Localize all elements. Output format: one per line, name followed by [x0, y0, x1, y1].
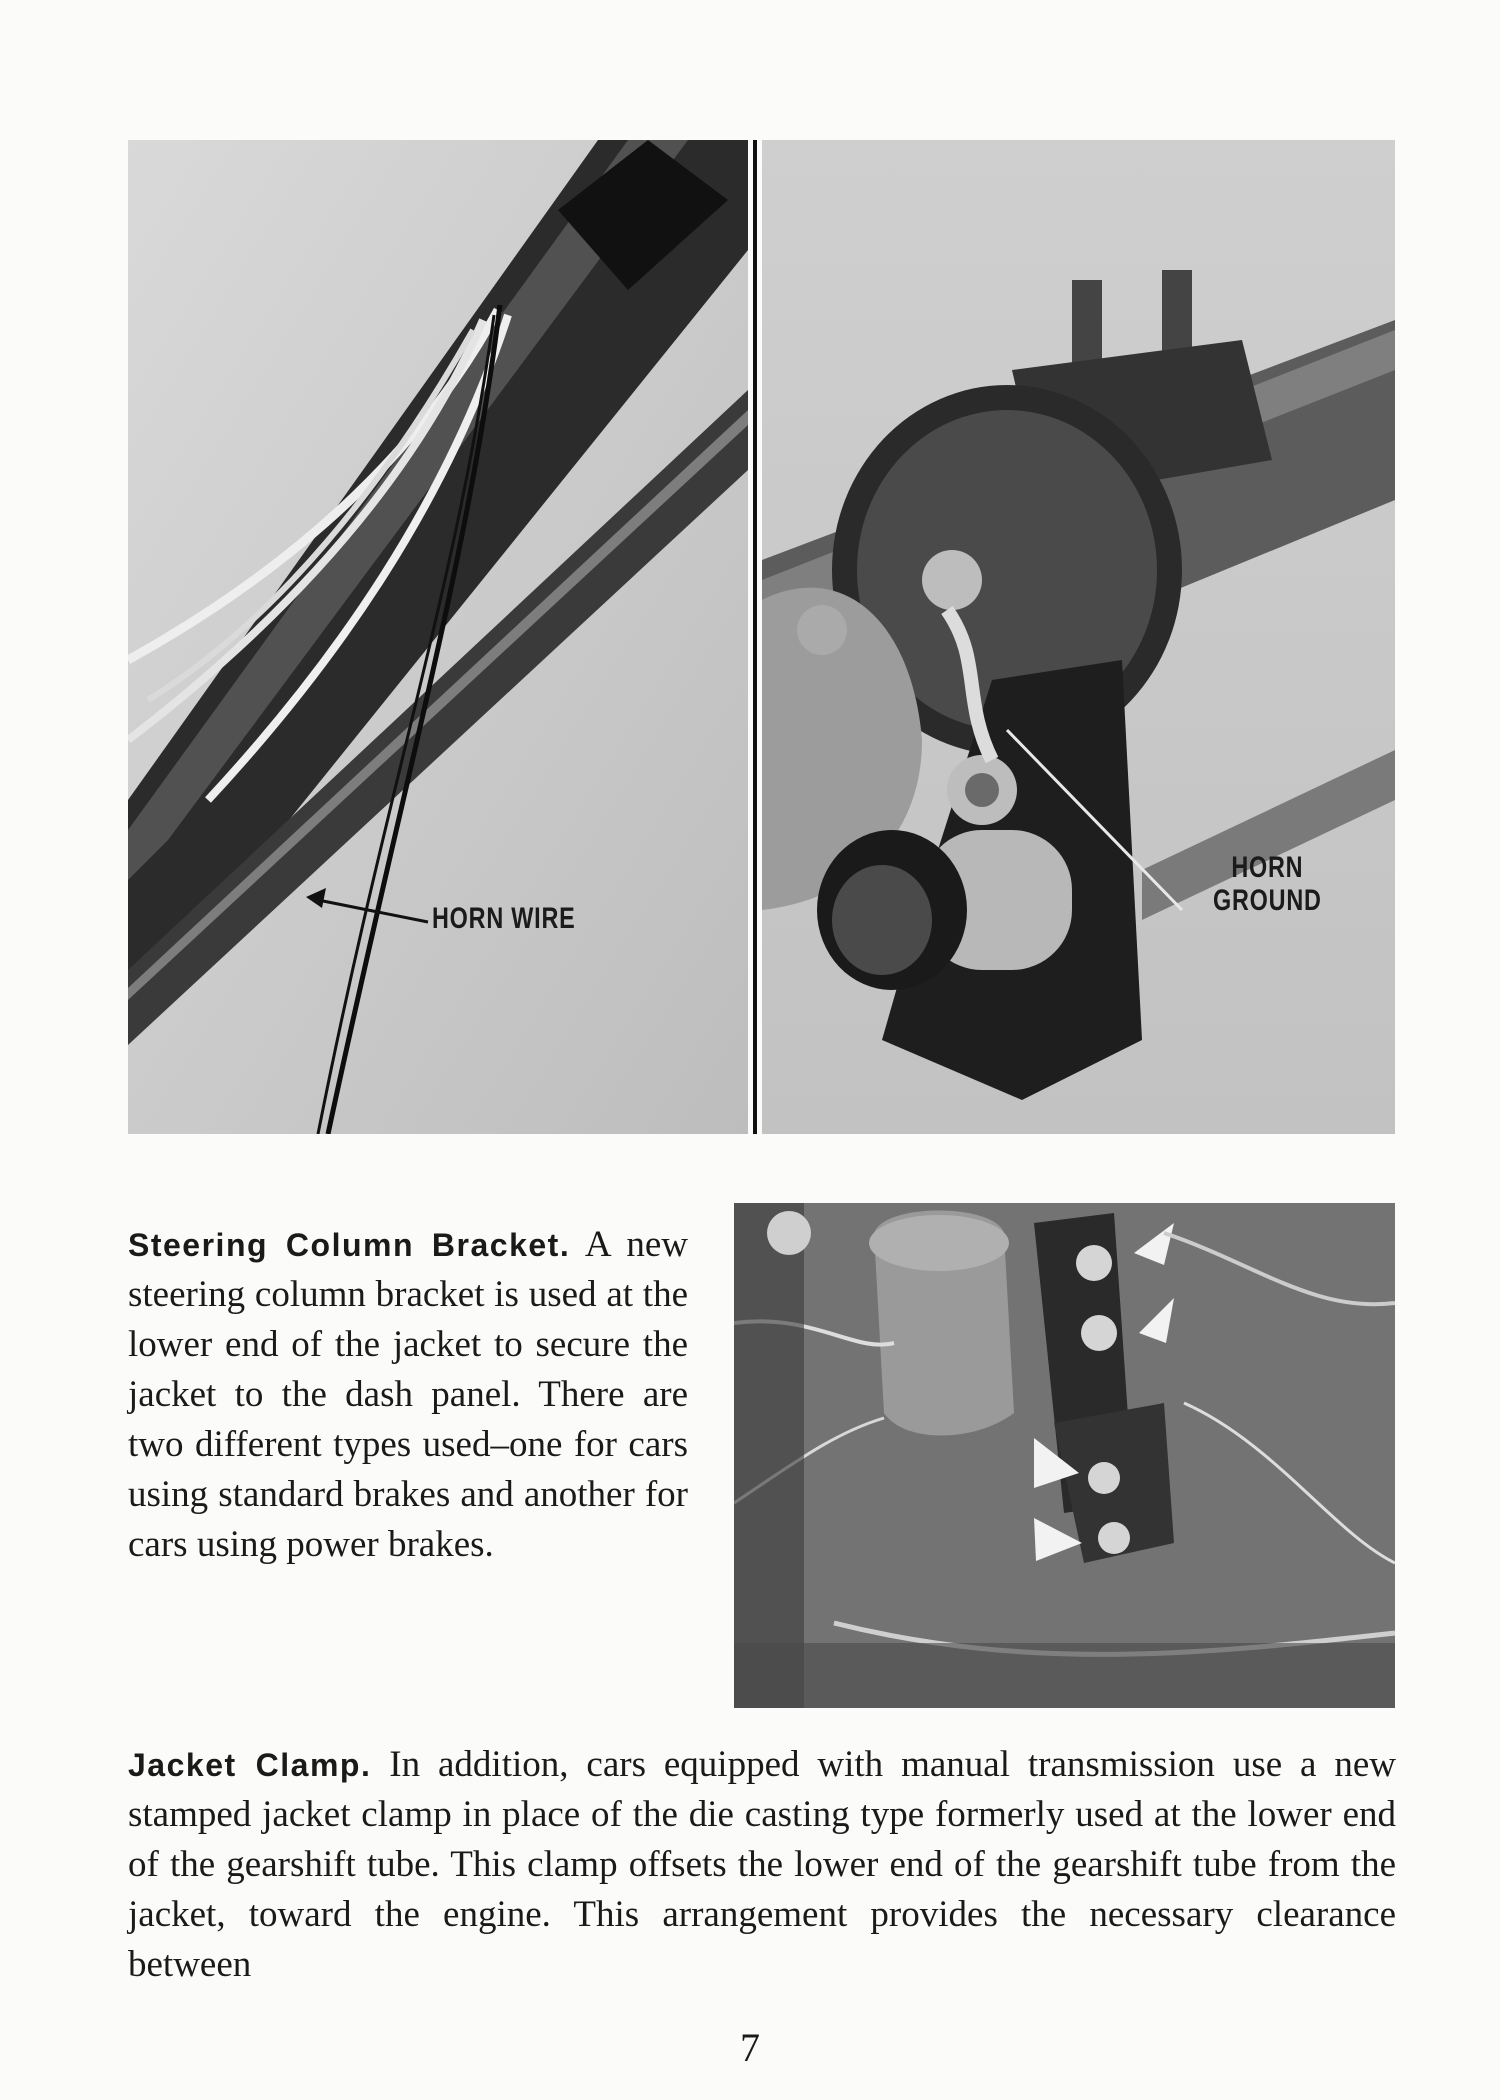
horn-wire-callout: HORN WIRE [432, 902, 576, 935]
jacket-clamp-heading: Jacket Clamp. [128, 1747, 372, 1783]
horn-ground-photo [762, 140, 1395, 1134]
steering-column-bracket-paragraph [128, 1220, 688, 1570]
steering-column-bracket-body: A new steering column bracket is used at the lower end of the jacket to secure the jacket to the dash panel. There are two different types used–one for cars using standard brakes and another for cars using power brakes. [128, 1224, 688, 1565]
horn-ground-line1: HORN [1231, 851, 1304, 884]
horn-wire-photo [128, 140, 748, 1134]
jacket-clamp-paragraph [128, 1740, 1396, 1990]
bracket-installation-photo [734, 1203, 1395, 1708]
photo-divider [748, 140, 762, 1134]
steering-column-bracket-heading: Steering Column Bracket. [128, 1227, 571, 1263]
page-number: 7 [740, 2025, 760, 2070]
horn-ground-line2: GROUND [1213, 884, 1322, 917]
horn-ground-callout [1213, 851, 1322, 917]
jacket-clamp-body: In addition, cars equipped with manual transmission use a new stamped jacket clamp in place of the die casting type formerly used at the lower end of the gearshift tube. This clamp offsets the lower end of the gearshift tube from the jacket, toward the engine. This arrangement provides the necessary clearance between [128, 1744, 1397, 1985]
